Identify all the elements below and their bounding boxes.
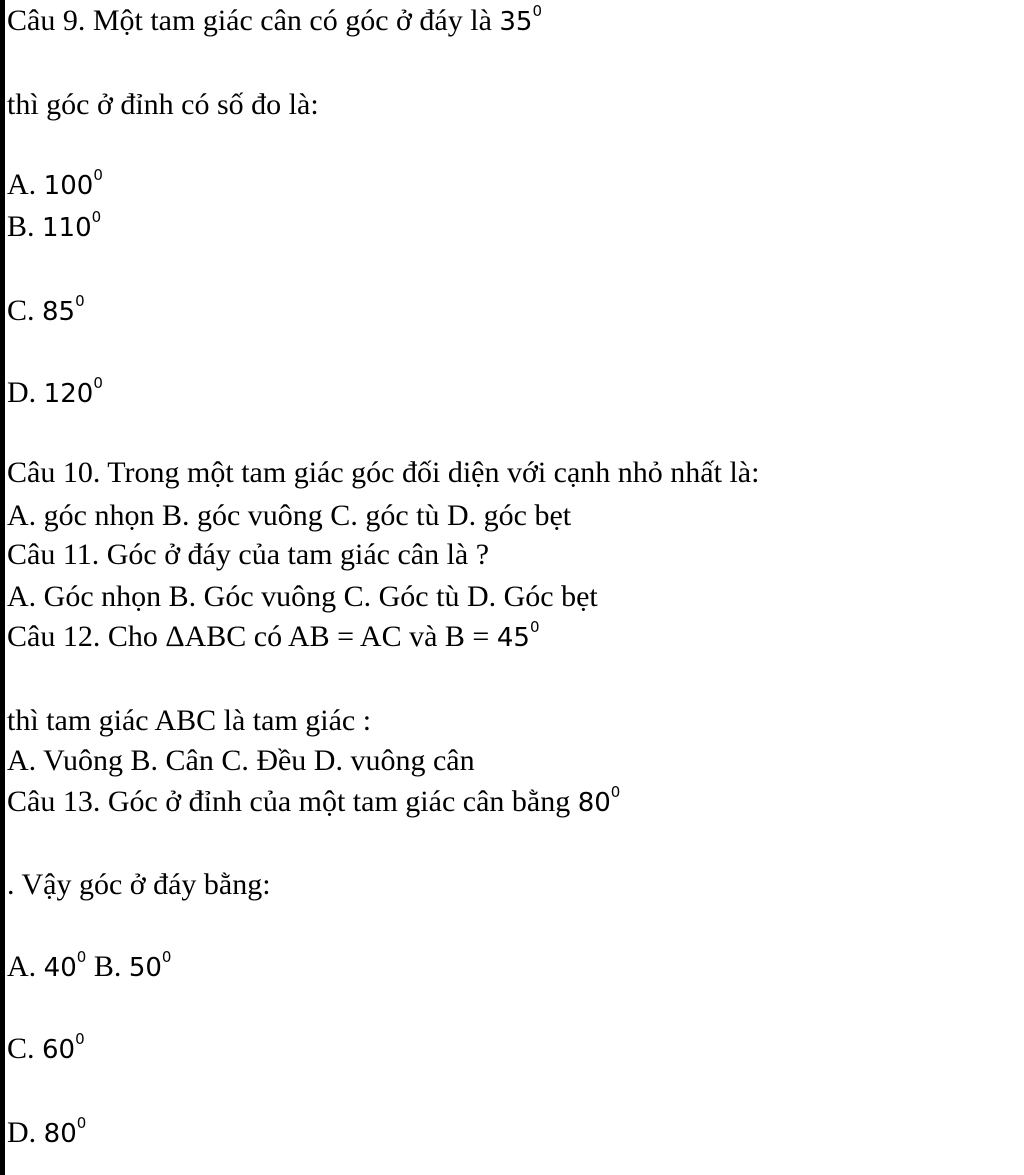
- q13-stem-text: Câu 13. Góc ở đỉnh của một tam giác cân bằng: [7, 785, 578, 818]
- q9-option-c: C. $85^0$: [7, 292, 85, 327]
- q11-stem: Câu 11. Góc ở đáy của tam giác cân là ?: [7, 538, 490, 571]
- q9-stem-continued: thì góc ở đỉnh có số đo là:: [7, 88, 319, 121]
- q9-option-b: B. $110^0$: [7, 208, 102, 243]
- q12-stem-text: Câu 12. Cho ΔABC có AB = AC và B =: [7, 620, 497, 653]
- q11-options: A. Góc nhọn B. Góc vuông C. Góc tù D. Góc bẹt: [7, 580, 598, 613]
- q13-options-ab: A. $40^0$ B. $50^0$: [7, 948, 172, 983]
- q13-stem-continued: . Vậy góc ở đáy bằng:: [7, 868, 271, 901]
- document-body: [7, 0, 1017, 1175]
- q12-stem-continued: thì tam giác ABC là tam giác :: [7, 704, 372, 737]
- q9-stem-math: $35^0$: [499, 2, 543, 37]
- q12-options: A. Vuông B. Cân C. Đều D. vuông cân: [7, 744, 475, 777]
- q9-option-a: A. $100^0$: [7, 166, 103, 201]
- q13-stem: [7, 783, 621, 818]
- left-margin-bar: [0, 0, 5, 1175]
- q12-stem: [7, 618, 540, 653]
- q9-stem-text: Câu 9. Một tam giác cân có góc ở đáy là: [7, 4, 500, 37]
- q10-options: A. góc nhọn B. góc vuông C. góc tù D. góc bẹt: [7, 499, 572, 532]
- q13-option-d: D. $80^0$: [7, 1114, 87, 1149]
- q13-stem-math: $80^0$: [577, 783, 621, 818]
- q13-option-c: C. $60^0$: [7, 1030, 85, 1065]
- q9-stem: [7, 2, 543, 37]
- q12-stem-math: $45^0$: [496, 618, 540, 653]
- q10-stem: Câu 10. Trong một tam giác góc đối diện với cạnh nhỏ nhất là:: [7, 456, 760, 489]
- q9-option-d: D. $120^0$: [7, 374, 103, 409]
